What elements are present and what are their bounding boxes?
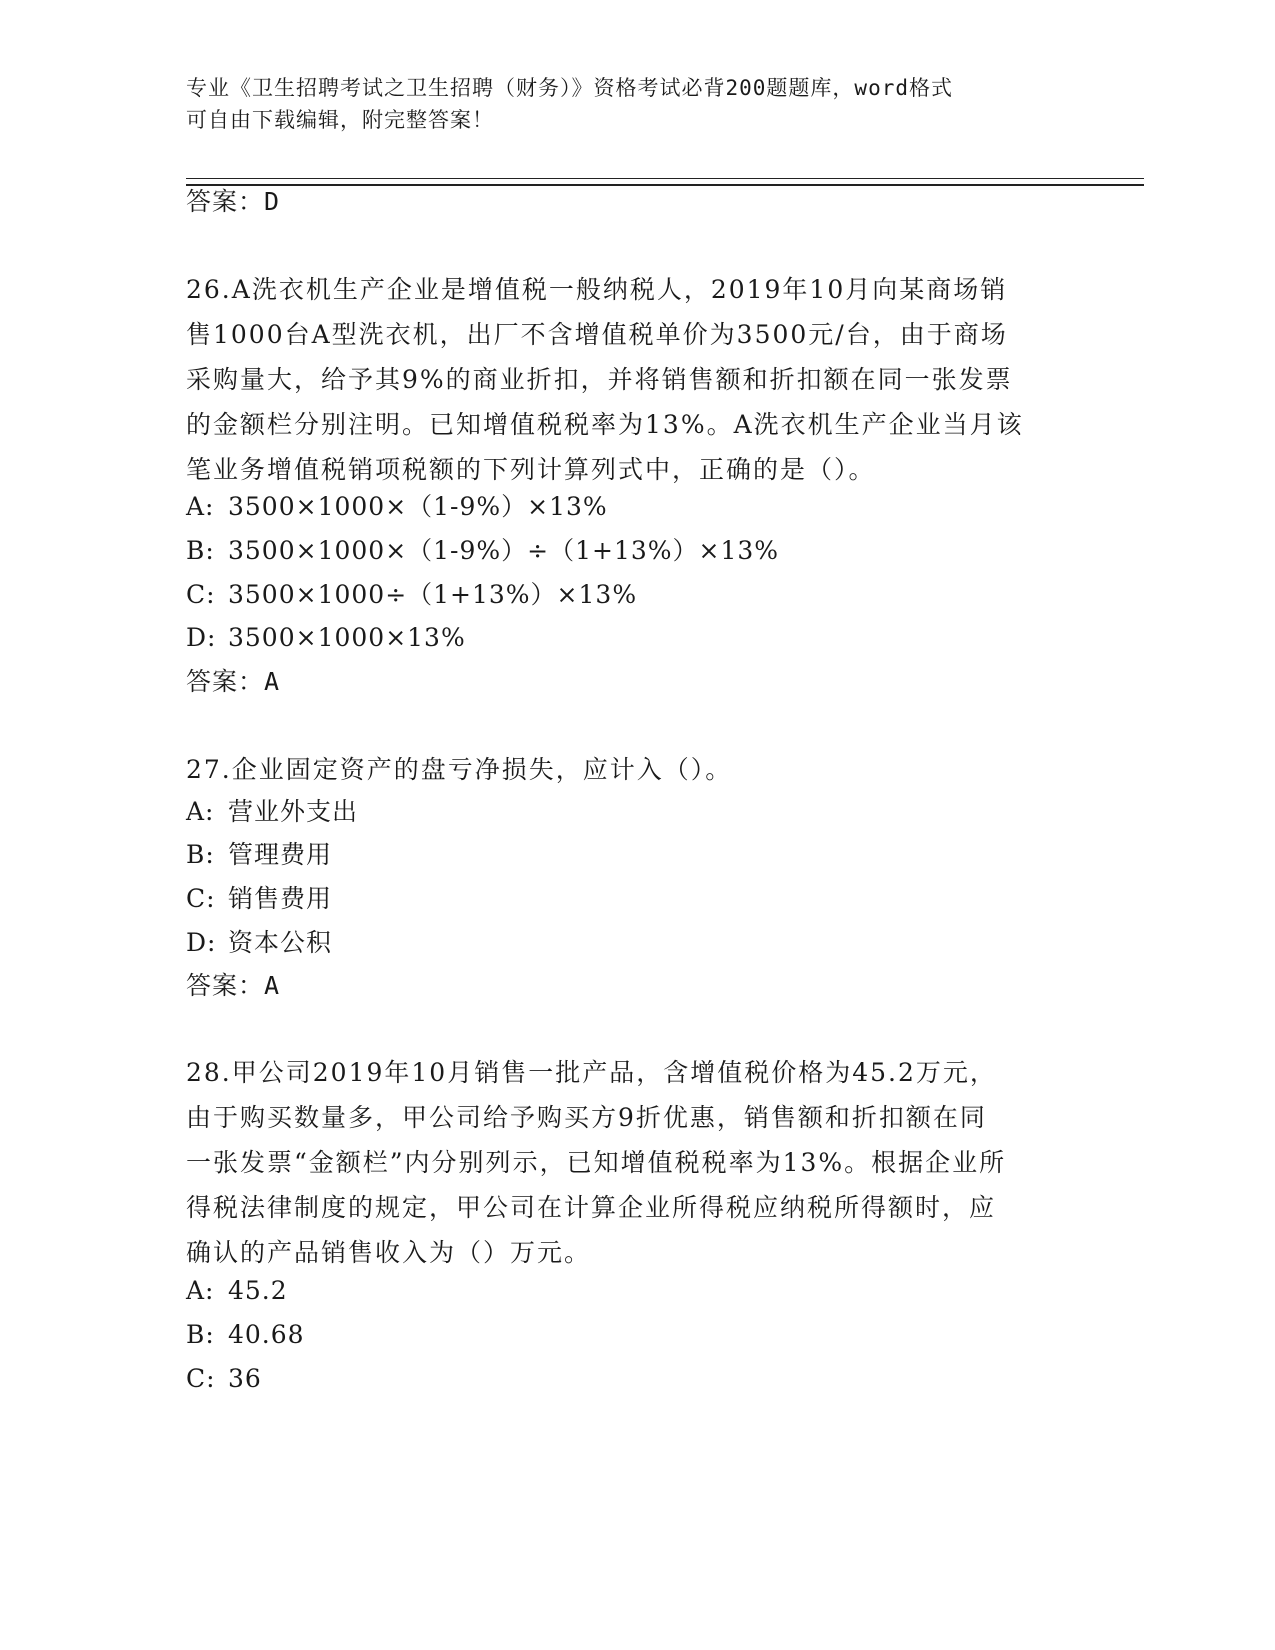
- question-28-line: 得税法律制度的规定，甲公司在计算企业所得税应纳税所得额时，应: [186, 1193, 997, 1222]
- option-text: 3500×1000×（1-9%）×13%: [228, 492, 608, 521]
- question-27-line: 27.企业固定资产的盘亏净损失，应计入（）。: [186, 755, 733, 784]
- option-key: A:: [186, 1276, 215, 1305]
- option-key: D:: [186, 623, 217, 652]
- option-text: 3500×1000×（1-9%）÷（1+13%）×13%: [228, 536, 780, 565]
- question-28-option-b: [186, 1315, 305, 1355]
- answer-25: 答案：D: [186, 187, 281, 216]
- question-26-option-b: [186, 531, 779, 571]
- option-text: 资本公积: [228, 928, 333, 957]
- option-key: D:: [186, 928, 217, 957]
- question-28-line: 28.甲公司2019年10月销售一批产品，含增值税价格为45.2万元，: [186, 1058, 997, 1087]
- option-text: 营业外支出: [228, 797, 359, 826]
- question-26-option-d: [186, 618, 466, 658]
- question-26-line: 笔业务增值税销项税额的下列计算列式中，正确的是（）。: [186, 455, 876, 484]
- question-26-line: 26.A洗衣机生产企业是增值税一般纳税人，2019年10月向某商场销: [186, 275, 1008, 304]
- question-26-option-c: [186, 575, 637, 615]
- option-key: B:: [186, 1320, 215, 1349]
- question-27-stem: [186, 747, 1076, 792]
- option-text: 3500×1000×13%: [228, 623, 466, 652]
- question-26-line: 采购量大，给予其9%的商业折扣，并将销售额和折扣额在同一张发票: [186, 365, 1013, 394]
- option-key: C:: [186, 884, 216, 913]
- option-key: B:: [186, 536, 215, 565]
- page-header: [186, 72, 1066, 136]
- question-28-option-c: [186, 1359, 262, 1399]
- option-text: 3500×1000÷（1+13%）×13%: [228, 580, 638, 609]
- option-text: 45.2: [228, 1276, 288, 1305]
- question-28-option-a: [186, 1271, 288, 1311]
- question-28-stem: [186, 1050, 1076, 1275]
- answer-27: 答案：A: [186, 971, 281, 1000]
- question-27-option-d: [186, 923, 332, 963]
- answer-26: 答案：A: [186, 667, 281, 696]
- option-key: C:: [186, 1364, 216, 1393]
- question-28-line: 由于购买数量多，甲公司给予购买方9折优惠，销售额和折扣额在同: [186, 1103, 987, 1132]
- question-27-option-c: [186, 879, 332, 919]
- header-divider: [186, 178, 1144, 186]
- option-key: A:: [186, 492, 215, 521]
- question-28-line: 一张发票“金额栏”内分别列示，已知增值税税率为13%。根据企业所: [186, 1148, 1007, 1177]
- question-26-option-a: [186, 487, 608, 527]
- question-26-line: 的金额栏分别注明。已知增值税税率为13%。A洗衣机生产企业当月该: [186, 410, 1024, 439]
- header-line-1: 专业《卫生招聘考试之卫生招聘（财务）》资格考试必背200题题库，word格式: [186, 76, 953, 100]
- option-text: 销售费用: [228, 884, 333, 913]
- question-26-line: 售1000台A型洗衣机，出厂不含增值税单价为3500元/台，由于商场: [186, 320, 1008, 349]
- question-27-option-b: [186, 835, 332, 875]
- option-text: 40.68: [228, 1320, 305, 1349]
- option-key: A:: [186, 797, 215, 826]
- question-26-stem: [186, 267, 1076, 492]
- option-key: B:: [186, 840, 215, 869]
- question-28-line: 确认的产品销售收入为（）万元。: [186, 1238, 592, 1267]
- question-27-option-a: [186, 792, 358, 832]
- option-text: 管理费用: [228, 840, 333, 869]
- option-text: 36: [228, 1364, 262, 1393]
- header-line-2: 可自由下载编辑，附完整答案！: [186, 108, 494, 132]
- option-key: C:: [186, 580, 216, 609]
